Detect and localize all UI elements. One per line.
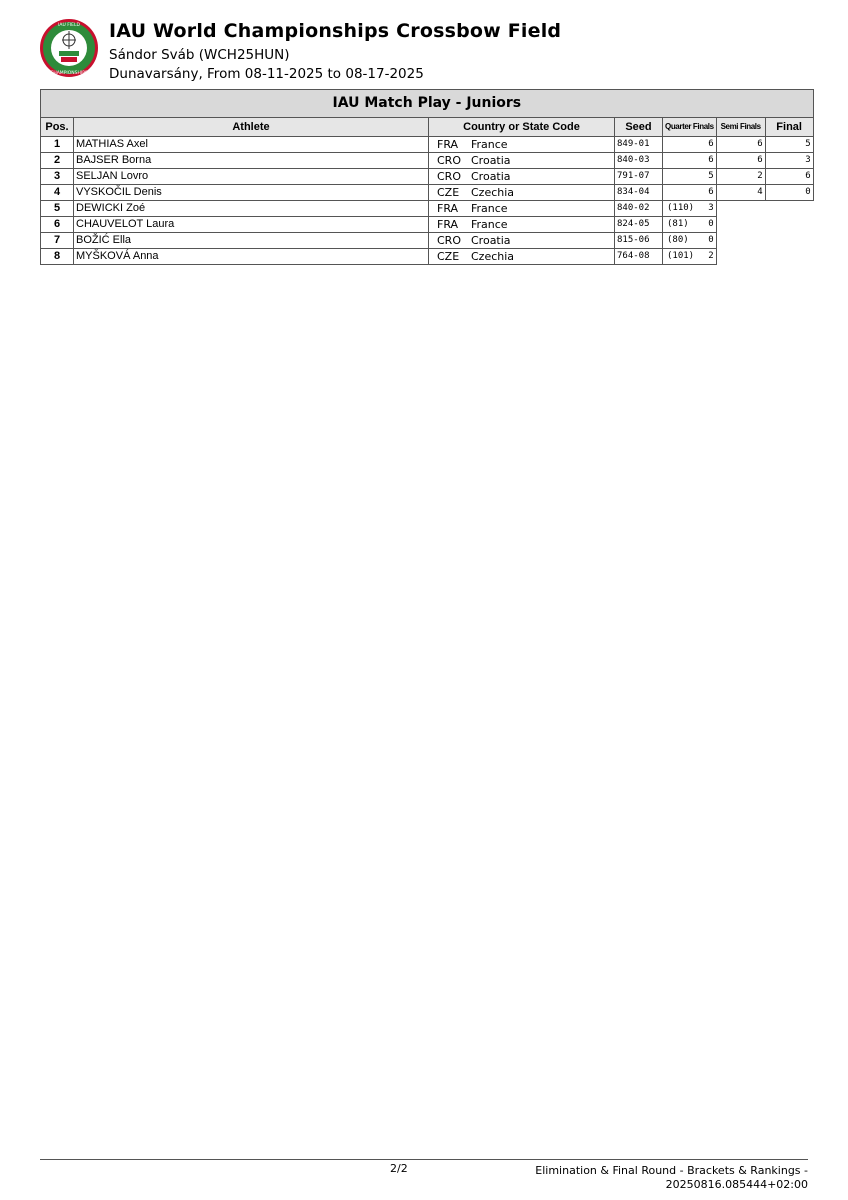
seed-cell: 791-07 xyxy=(615,169,663,185)
footer-timestamp: 20250816.085444+02:00 xyxy=(665,1178,808,1191)
table-row xyxy=(41,249,814,265)
pos-cell: 8 xyxy=(41,249,74,265)
country-name: Croatia xyxy=(471,234,511,247)
country-cell xyxy=(429,217,615,233)
final-score: 0 xyxy=(765,185,813,201)
table-row xyxy=(41,201,814,217)
footer-info xyxy=(535,1164,808,1192)
table-caption: IAU Match Play - Juniors xyxy=(41,90,814,118)
col-header-athlete: Athlete xyxy=(74,118,429,137)
country-cell xyxy=(429,185,615,201)
pos-cell: 3 xyxy=(41,169,74,185)
table-row xyxy=(41,169,814,185)
seed-cell: 849-01 xyxy=(615,137,663,153)
col-header-quarter-finals: Quarter Finals xyxy=(663,118,717,137)
country-code: CRO xyxy=(437,234,461,247)
athlete-cell: MYŠKOVÁ Anna xyxy=(74,249,429,265)
country-name: France xyxy=(471,202,508,215)
country-cell xyxy=(429,233,615,249)
semi-score: 6 xyxy=(716,137,765,153)
seed-cell: 824-05 xyxy=(615,217,663,233)
col-header-seed: Seed xyxy=(615,118,663,137)
quarter-score xyxy=(663,217,717,233)
table-row xyxy=(41,185,814,201)
athlete-cell: SELJAN Lovro xyxy=(74,169,429,185)
quarter-score: 6 xyxy=(663,137,717,153)
table-row xyxy=(41,217,814,233)
championship-logo xyxy=(39,18,99,78)
svg-text:CHAMPIONSHIPS: CHAMPIONSHIPS xyxy=(50,71,88,76)
country-name: Czechia xyxy=(471,186,515,199)
country-name: France xyxy=(471,218,508,231)
athlete-cell: DEWICKI Zoé xyxy=(74,201,429,217)
quarter-score-value: 0 xyxy=(708,235,714,245)
country-cell xyxy=(429,201,615,217)
country-name: Croatia xyxy=(471,170,511,183)
athlete-cell: VYSKOČIL Denis xyxy=(74,185,429,201)
pos-cell: 4 xyxy=(41,185,74,201)
tiebreak-score: (81) xyxy=(667,219,689,229)
quarter-score xyxy=(663,233,717,249)
quarter-score: 6 xyxy=(663,153,717,169)
final-score: 5 xyxy=(765,137,813,153)
header-row xyxy=(41,118,814,137)
country-code: CRO xyxy=(437,154,461,167)
seed-cell: 834-04 xyxy=(615,185,663,201)
country-name: Croatia xyxy=(471,154,511,167)
col-header-country: Country or State Code xyxy=(429,118,615,137)
venue-name: Sándor Sváb (WCH25HUN) xyxy=(109,47,290,63)
pos-cell: 6 xyxy=(41,217,74,233)
final-score: 6 xyxy=(765,169,813,185)
country-name: France xyxy=(471,138,508,151)
footer-report-name: Elimination & Final Round - Brackets & Rankings - xyxy=(535,1164,808,1177)
semi-score: 6 xyxy=(716,153,765,169)
quarter-score: 6 xyxy=(663,185,717,201)
col-header-semi-finals: Semi Finals xyxy=(716,118,765,137)
table-row xyxy=(41,233,814,249)
country-code: CZE xyxy=(437,186,460,199)
quarter-score xyxy=(663,249,717,265)
country-code: CZE xyxy=(437,250,460,263)
quarter-score-value: 2 xyxy=(708,251,714,261)
quarter-score-value: 0 xyxy=(708,219,714,229)
seed-cell: 840-03 xyxy=(615,153,663,169)
country-cell xyxy=(429,169,615,185)
athlete-cell: BOŽIĆ Ella xyxy=(74,233,429,249)
semi-score: 4 xyxy=(716,185,765,201)
page-number: 2/2 xyxy=(390,1162,408,1175)
col-header-pos: Pos. xyxy=(41,118,74,137)
country-code: FRA xyxy=(437,202,459,215)
athlete-cell: CHAUVELOT Laura xyxy=(74,217,429,233)
pos-cell: 5 xyxy=(41,201,74,217)
table-row xyxy=(41,153,814,169)
country-name: Czechia xyxy=(471,250,515,263)
country-cell xyxy=(429,137,615,153)
footer-divider xyxy=(40,1159,808,1160)
tiebreak-score: (101) xyxy=(667,251,695,261)
tiebreak-score: (80) xyxy=(667,235,689,245)
tiebreak-score: (110) xyxy=(667,203,695,213)
page-title: IAU World Championships Crossbow Field xyxy=(109,20,562,42)
results-table xyxy=(40,89,814,265)
quarter-score xyxy=(663,201,717,217)
athlete-cell: MATHIAS Axel xyxy=(74,137,429,153)
svg-text:IAU FIELD: IAU FIELD xyxy=(58,23,80,28)
pos-cell: 7 xyxy=(41,233,74,249)
table-row xyxy=(41,137,814,153)
seed-cell: 764-08 xyxy=(615,249,663,265)
country-code: FRA xyxy=(437,218,459,231)
country-cell xyxy=(429,249,615,265)
quarter-score-value: 3 xyxy=(708,203,714,213)
location-dates: Dunavarsány, From 08-11-2025 to 08-17-2025 xyxy=(109,66,424,82)
semi-score: 2 xyxy=(716,169,765,185)
col-header-final: Final xyxy=(765,118,813,137)
athlete-cell: BAJSER Borna xyxy=(74,153,429,169)
quarter-score: 5 xyxy=(663,169,717,185)
seed-cell: 815-06 xyxy=(615,233,663,249)
country-code: FRA xyxy=(437,138,459,151)
country-code: CRO xyxy=(437,170,461,183)
pos-cell: 2 xyxy=(41,153,74,169)
country-cell xyxy=(429,153,615,169)
final-score: 3 xyxy=(765,153,813,169)
pos-cell: 1 xyxy=(41,137,74,153)
seed-cell: 840-02 xyxy=(615,201,663,217)
